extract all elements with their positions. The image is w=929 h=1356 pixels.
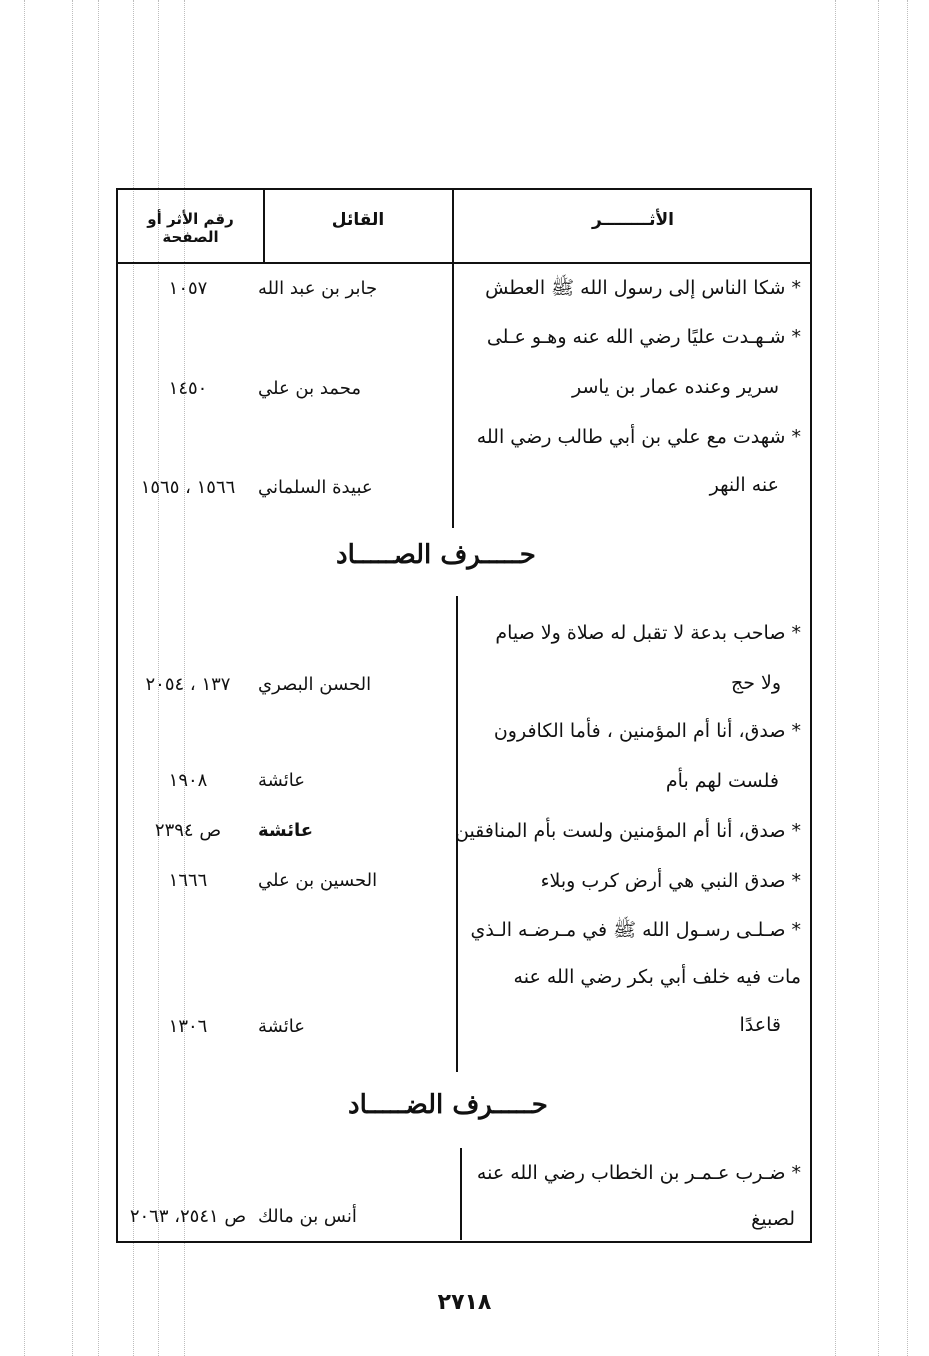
athar-text: عنه النهر xyxy=(709,474,779,496)
ref-number: ١٠٥٧ xyxy=(168,278,208,299)
header-athar: الأثــــــــر xyxy=(592,210,674,230)
header-ref: رقم الأثر أو الصفحة xyxy=(147,210,234,246)
athar-text: ولا حج xyxy=(730,672,781,694)
ref-number: ص ٢٥٤١، ٢٠٦٣ xyxy=(129,1206,247,1227)
qail-text: عائشة xyxy=(258,820,314,841)
athar-text: * ضـرب عـمـر بن الخطاب رضي الله عنه xyxy=(476,1162,801,1184)
ref-number: ص ٢٣٩٤ xyxy=(154,820,222,841)
athar-text: * شـهـدت عليًا رضي الله عنه وهـو عـلى xyxy=(486,326,801,348)
header-qail: القائل xyxy=(331,210,385,230)
scan-dotted-line xyxy=(878,0,879,1356)
athar-text: * صاحب بدعة لا تقبل له صلاة ولا صيام xyxy=(495,622,801,644)
ref-number: ١٣٠٦ xyxy=(168,1016,208,1037)
qail-text: جابر بن عبد الله xyxy=(258,278,378,299)
athar-text: * شكا الناس إلى رسول الله ﷺ العطش xyxy=(485,277,801,299)
athar-text: * شهدت مع علي بن أبي طالب رضي الله xyxy=(476,426,801,448)
scan-dotted-line xyxy=(72,0,73,1356)
ref-number: ١٦٦٦ xyxy=(168,870,208,891)
athar-text: مات فيه خلف أبي بكر رضي الله عنه xyxy=(513,966,801,988)
athar-text: * صـلـى رسـول الله ﷺ في مـرضـه الـذي xyxy=(470,919,801,941)
qail-text: عائشة xyxy=(258,1016,305,1037)
qail-text: عبيدة السلماني xyxy=(258,477,373,498)
ref-number: ١٥٦٦ ، ١٥٦٥ xyxy=(140,477,236,498)
athar-text: * صدق، أنا أم المؤمنين ، فأما الكافرون xyxy=(493,720,801,742)
athar-text: * صدق النبي هي أرض كرب وبلاء xyxy=(540,870,801,892)
ref-number: ١٣٧ ، ٢٠٥٤ xyxy=(145,674,231,695)
athar-text: سرير وعنده عمار بن ياسر xyxy=(571,376,779,398)
section-heading-sad: حـــــرف الصـــــاد xyxy=(336,540,536,570)
qail-text: الحسين بن علي xyxy=(258,870,378,891)
scan-dotted-line xyxy=(907,0,908,1356)
header-divider xyxy=(116,262,810,264)
athar-text: فلست لهم بأم xyxy=(665,770,779,792)
scan-dotted-line xyxy=(24,0,25,1356)
athar-text: لصبيغ xyxy=(751,1208,795,1230)
column-divider xyxy=(460,1148,462,1240)
qail-text: عائشة xyxy=(258,770,305,791)
ref-number: ١٤٥٠ xyxy=(168,378,208,399)
section-heading-dad: حـــــرف الضـــــاد xyxy=(348,1090,548,1120)
scan-dotted-line xyxy=(98,0,99,1356)
athar-text: * صدق، أنا أم المؤمنين ولست بأم المنافقين xyxy=(454,820,801,842)
qail-text: محمد بن علي xyxy=(258,378,361,399)
ref-number: ١٩٠٨ xyxy=(168,770,208,791)
page-number: ٢٧١٨ xyxy=(437,1290,492,1315)
scan-dotted-line xyxy=(835,0,836,1356)
qail-text: الحسن البصري xyxy=(258,674,372,695)
athar-text: قاعدًا xyxy=(739,1014,781,1036)
column-divider xyxy=(452,188,454,528)
qail-text: أنس بن مالك xyxy=(258,1206,357,1227)
